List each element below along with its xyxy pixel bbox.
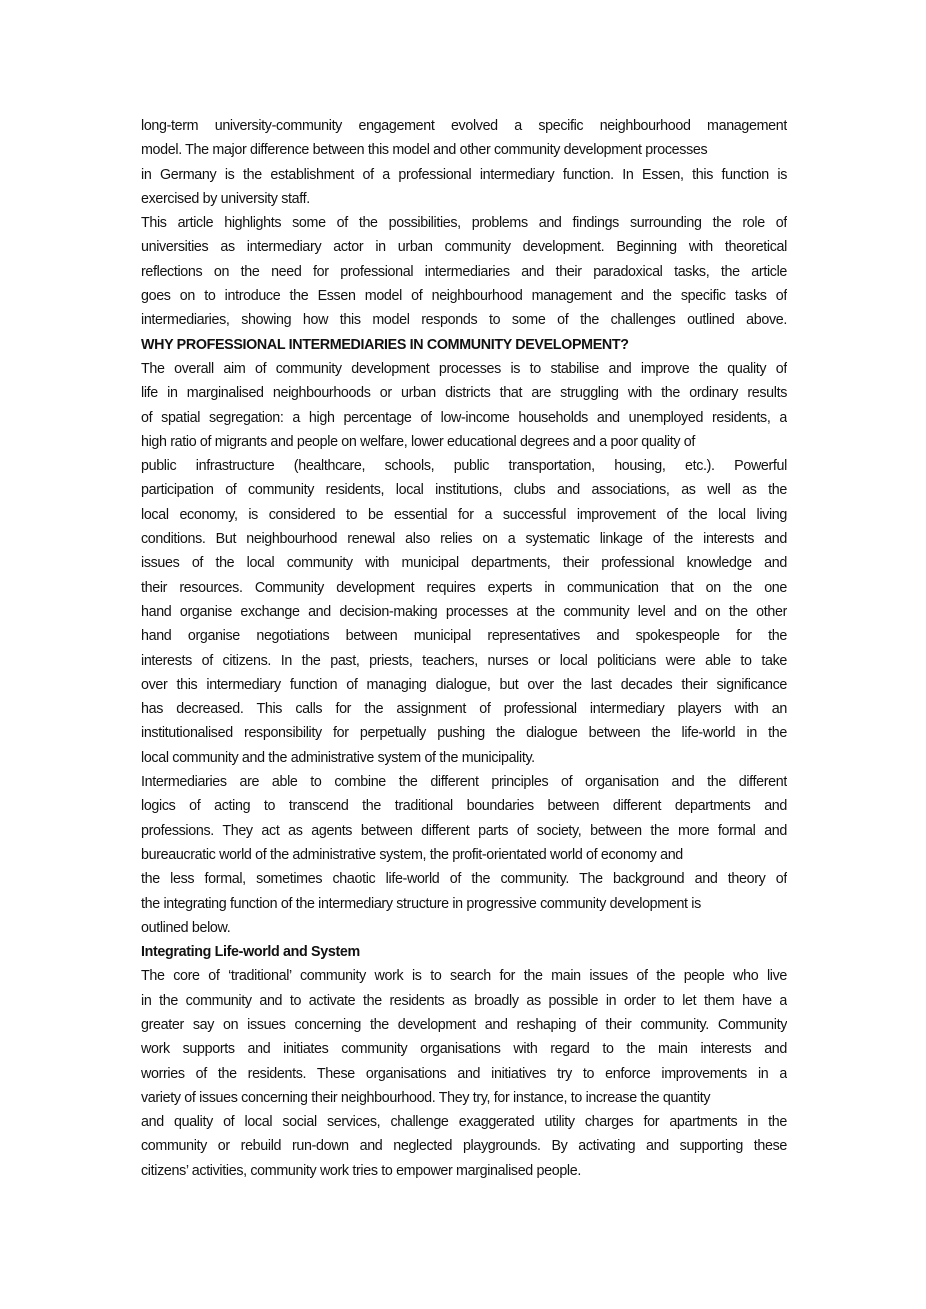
text-line: logics of acting to transcend the traditional boundaries between different departments and <box>141 798 787 815</box>
document-page <box>141 114 787 1183</box>
text-line: community or rebuild run-down and neglected playgrounds. By activating and supporting these <box>141 1138 787 1155</box>
text-line: This article highlights some of the possibilities, problems and findings surrounding the role of <box>141 215 787 232</box>
text-line: in the community and to activate the residents as broadly as possible in order to let them have a <box>141 992 787 1009</box>
text-line: reflections on the need for professional intermediaries and their paradoxical tasks, the article <box>141 263 787 280</box>
text-line: universities as intermediary actor in urban community development. Beginning with theoretical <box>141 239 787 256</box>
text-line: conditions. But neighbourhood renewal also relies on a systematic linkage of the interests and <box>141 531 787 548</box>
text-line: professions. They act as agents between different parts of society, between the more formal and <box>141 822 787 839</box>
text-line: high ratio of migrants and people on welfare, lower educational degrees and a poor quality of <box>141 433 696 450</box>
text-line: worries of the residents. These organisations and initiatives try to enforce improvements in a <box>141 1065 787 1082</box>
text-line: issues of the local community with municipal departments, their professional knowledge and <box>141 555 787 572</box>
text-line: Intermediaries are able to combine the different principles of organisation and the different <box>141 774 787 791</box>
text-line: variety of issues concerning their neighbourhood. They try, for instance, to increase the quantity <box>141 1089 711 1106</box>
section-heading: WHY PROFESSIONAL INTERMEDIARIES IN COMMUNITY DEVELOPMENT? <box>141 336 629 353</box>
text-line: over this intermediary function of managing dialogue, but over the last decades their significance <box>141 676 787 693</box>
text-line: work supports and initiates community organisations with regard to the main interests and <box>141 1041 787 1058</box>
text-line: The core of ‘traditional’ community work is to search for the main issues of the people who live <box>141 968 787 985</box>
text-line: of spatial segregation: a high percentage of low-income households and unemployed residents, a <box>141 409 787 426</box>
text-line: participation of community residents, local institutions, clubs and associations, as well as the <box>141 482 787 499</box>
text-line: The overall aim of community development processes is to stabilise and improve the quality of <box>141 360 787 377</box>
text-line: the less formal, sometimes chaotic life-world of the community. The background and theory of <box>141 871 787 888</box>
text-line: life in marginalised neighbourhoods or urban districts that are struggling with the ordinary results <box>141 385 787 402</box>
section-heading: Integrating Life-world and System <box>141 944 360 961</box>
text-line: citizens’ activities, community work tries to empower marginalised people. <box>141 1162 581 1179</box>
text-line: public infrastructure (healthcare, schools, public transportation, housing, etc.). Powerful <box>141 458 787 475</box>
text-line: hand organise negotiations between municipal representatives and spokespeople for the <box>141 628 787 645</box>
text-line: local economy, is considered to be essential for a successful improvement of the local living <box>141 506 787 523</box>
text-line: institutionalised responsibility for perpetually pushing the dialogue between the life-world in the <box>141 725 787 742</box>
text-line: interests of citizens. In the past, priests, teachers, nurses or local politicians were able to take <box>141 652 787 669</box>
text-line: long-term university-community engagement evolved a specific neighbourhood management <box>141 118 787 134</box>
text-line: bureaucratic world of the administrative system, the profit-orientated world of economy and <box>141 846 683 863</box>
text-line: has decreased. This calls for the assignment of professional intermediary players with an <box>141 701 787 718</box>
text-line: and quality of local social services, challenge exaggerated utility charges for apartments in the <box>141 1114 787 1131</box>
text-line: local community and the administrative system of the municipality. <box>141 749 535 766</box>
text-line: goes on to introduce the Essen model of neighbourhood management and the specific tasks of <box>141 288 787 305</box>
text-line: in Germany is the establishment of a professional intermediary function. In Essen, this function is <box>141 166 787 183</box>
text-line: the integrating function of the intermediary structure in progressive community development is <box>141 895 701 912</box>
text-line: model. The major difference between this model and other community development processes <box>141 142 708 159</box>
text-line: their resources. Community development requires experts in communication that on the one <box>141 579 787 596</box>
text-line: exercised by university staff. <box>141 190 310 207</box>
text-line: intermediaries, showing how this model responds to some of the challenges outlined above. <box>141 312 787 329</box>
text-line: outlined below. <box>141 919 231 936</box>
text-line: hand organise exchange and decision-making processes at the community level and on the other <box>141 603 787 620</box>
text-line: greater say on issues concerning the development and reshaping of their community. Community <box>141 1016 787 1033</box>
